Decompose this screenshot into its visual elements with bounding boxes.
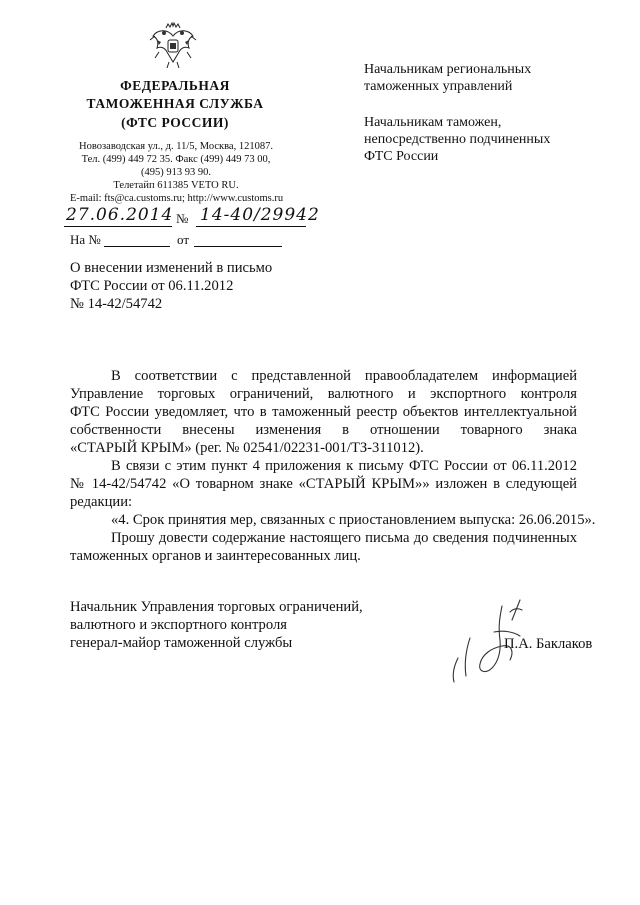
coat-of-arms-icon xyxy=(147,22,199,70)
recipient-2-line1: Начальникам таможен, xyxy=(364,115,502,130)
paragraph-4-line2: таможенных органов и заинтересованных лиц. xyxy=(70,548,361,564)
paragraph-1-line5: «СТАРЫЙ КРЫМ» (рег. № 02541/02231-001/ТЗ-311012). xyxy=(70,440,424,456)
signatory-title-line1: Начальник Управления торговых ограничений, xyxy=(70,599,363,615)
email-line: E-mail: fts@ca.customs.ru; http://www.customs.ru xyxy=(70,193,284,204)
signatory-name: П.А. Баклаков xyxy=(504,636,593,652)
signatory-title-line2: валютного и экспортного контроля xyxy=(70,617,287,633)
paragraph-1-line3: ФТС России уведомляет, что в таможенный реестр объектов интеллектуальной xyxy=(70,404,577,420)
from-label: от xyxy=(177,232,190,247)
paragraph-1-line1: В соответствии с представленной правообладателем информацией xyxy=(111,368,577,384)
org-abbreviation: (ФТС РОССИИ) xyxy=(121,115,229,130)
recipient-1-line1: Начальникам региональных xyxy=(364,62,532,77)
paragraph-2-line1: В связи с этим пункт 4 приложения к письму ФТС России от 06.11.2012 xyxy=(111,458,577,474)
on-number-blank xyxy=(104,246,170,247)
letter-number: 14-40/29942 xyxy=(200,205,320,225)
recipient-2-line2: непосредственно подчиненных xyxy=(364,132,551,147)
phone-line-2: (495) 913 93 90. xyxy=(141,167,211,178)
org-name-line2: ТАМОЖЕННАЯ СЛУЖБА xyxy=(86,96,264,111)
paragraph-1-line2: Управление торговых ограничений, валютного и экспортного контроля xyxy=(70,386,577,402)
subject-line3: № 14-42/54742 xyxy=(70,296,163,312)
recipient-2-line3: ФТС России xyxy=(364,149,439,164)
date-underline xyxy=(64,226,172,227)
org-name-line1: ФЕДЕРАЛЬНАЯ xyxy=(120,78,230,93)
teletype-line: Телетайп 611385 VETO RU. xyxy=(113,180,239,191)
paragraph-3: «4. Срок принятия мер, связанных с приостановлением выпуска: 26.06.2015». xyxy=(111,512,596,528)
paragraph-4-line1: Прошу довести содержание настоящего письма до сведения подчиненных xyxy=(111,530,577,546)
recipient-1-line2: таможенных управлений xyxy=(364,79,513,94)
number-label: № xyxy=(176,211,189,226)
paragraph-1-line4: собственности внесены изменения в отношении товарного знака xyxy=(70,422,577,438)
subject-line2: ФТС России от 06.11.2012 xyxy=(70,278,234,294)
address-line: Новозаводская ул., д. 11/5, Москва, 121087. xyxy=(79,141,273,152)
paragraph-2-line2: № 14-42/54742 «О товарном знаке «СТАРЫЙ КРЫМ»» изложен в следующей xyxy=(70,476,577,492)
from-date-blank xyxy=(194,246,282,247)
number-underline xyxy=(196,226,306,227)
subject-line1: О внесении изменений в письмо xyxy=(70,260,273,276)
letter-date: 27.06.2014 xyxy=(66,205,174,225)
paragraph-2-line3: редакции: xyxy=(70,494,133,510)
phone-line: Тел. (499) 449 72 35. Факс (499) 449 73 00, xyxy=(81,154,271,165)
signatory-title-line3: генерал-майор таможенной службы xyxy=(70,635,293,651)
on-number-label: На № xyxy=(70,232,101,247)
